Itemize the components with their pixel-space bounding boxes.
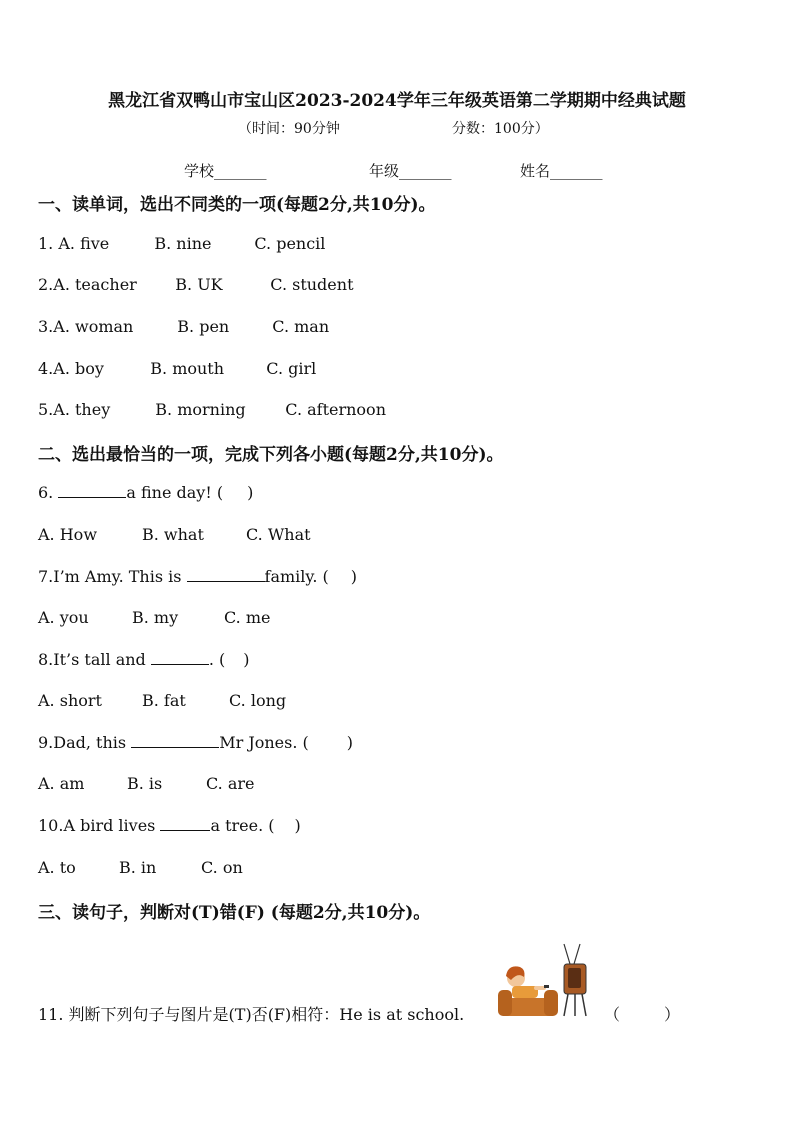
paren-close: ) <box>243 650 250 669</box>
option-b[interactable]: B. what <box>142 525 204 544</box>
answer-paren-open[interactable]: （ <box>604 1005 621 1024</box>
option-b[interactable]: B. is <box>127 774 163 793</box>
name-blank: _______ <box>550 162 603 180</box>
stem-text: 8.It’s tall and <box>38 650 151 669</box>
school-field[interactable] <box>184 160 267 181</box>
question-number: 3. <box>38 317 54 336</box>
question-8-stem <box>38 650 250 669</box>
page-title: 黑龙江省双鸭山市宝山区2023-2024学年三年级英语第二学期期中经典试题 <box>108 91 686 111</box>
question-11-text: 11. 判断下列句子与图片是(T)否(F)相符：He is at school. <box>38 1005 465 1024</box>
grade-field[interactable] <box>369 160 452 181</box>
option-c[interactable]: C. are <box>206 774 255 793</box>
question-1 <box>38 234 325 253</box>
stem-text: 7.I’m Amy. This is <box>38 567 187 586</box>
question-9-options <box>38 774 255 793</box>
option-a[interactable]: A. woman <box>53 317 134 336</box>
option-a[interactable]: A. you <box>38 608 89 627</box>
paren-close: ) <box>247 483 254 502</box>
option-a[interactable]: A. five <box>58 234 110 253</box>
option-c[interactable]: C. afternoon <box>285 400 386 419</box>
option-a[interactable]: A. am <box>38 774 85 793</box>
stem-text: a fine day! ( <box>126 483 224 502</box>
question-9-stem <box>38 733 353 752</box>
option-b[interactable]: B. in <box>119 858 157 877</box>
answer-blank[interactable] <box>151 650 209 665</box>
grade-blank: _______ <box>399 162 452 180</box>
option-c[interactable]: C. on <box>201 858 243 877</box>
option-a[interactable]: A. teacher <box>53 275 137 294</box>
answer-blank[interactable] <box>131 733 219 748</box>
stem-text: . ( <box>208 650 226 669</box>
option-c[interactable]: C. me <box>224 608 271 627</box>
option-b[interactable]: B. pen <box>177 317 230 336</box>
option-c[interactable]: C. long <box>229 691 287 710</box>
option-c[interactable]: C. student <box>270 275 354 294</box>
stem-text: Mr Jones. ( <box>219 733 309 752</box>
option-b[interactable]: B. fat <box>142 691 186 710</box>
answer-blank[interactable] <box>187 567 265 582</box>
question-3 <box>38 317 329 336</box>
option-a[interactable]: A. they <box>53 400 111 419</box>
question-number: 1. <box>38 234 59 253</box>
question-6-stem <box>38 483 253 502</box>
option-a[interactable]: A. How <box>38 525 98 544</box>
question-6-options <box>38 525 311 544</box>
school-blank: _______ <box>214 162 267 180</box>
stem-text: 9.Dad, this <box>38 733 132 752</box>
question-7-options <box>38 608 270 627</box>
option-c[interactable]: C. man <box>272 317 330 336</box>
answer-blank[interactable] <box>160 816 210 831</box>
question-number: 4. <box>38 359 54 378</box>
section1-heading: 一、读单词，选出不同类的一项(每题2分,共10分)。 <box>38 195 436 215</box>
question-7-stem <box>38 567 357 586</box>
option-a[interactable]: A. short <box>38 691 102 710</box>
option-c[interactable]: C. pencil <box>254 234 326 253</box>
option-b[interactable]: B. UK <box>175 275 223 294</box>
question-2 <box>38 275 354 294</box>
question-8-options <box>38 691 286 710</box>
question-10-options <box>38 858 243 877</box>
question-number: 5. <box>38 400 54 419</box>
option-a[interactable]: A. to <box>38 858 76 877</box>
stem-text: family. ( <box>264 567 329 586</box>
option-b[interactable]: B. my <box>132 608 179 627</box>
stem-text: a tree. ( <box>210 816 275 835</box>
section2-heading: 二、选出最恰当的一项，完成下列各小题(每题2分,共10分)。 <box>38 445 504 465</box>
option-c[interactable]: C. What <box>246 525 311 544</box>
stem-text: 10.A bird lives <box>38 816 161 835</box>
question-10-stem <box>38 816 301 835</box>
answer-paren-close: ） <box>664 1005 681 1024</box>
girl-watching-tv-illustration <box>494 940 594 1022</box>
grade-label: 年级 <box>369 162 400 180</box>
option-a[interactable]: A. boy <box>53 359 104 378</box>
option-b[interactable]: B. mouth <box>150 359 225 378</box>
paren-close: ) <box>350 567 357 586</box>
answer-blank[interactable] <box>58 483 126 498</box>
paren-close: ) <box>346 733 354 752</box>
option-c[interactable]: C. girl <box>266 359 317 378</box>
question-number: 2. <box>38 275 54 294</box>
paren-close: ) <box>294 816 301 835</box>
stem-text: 6. <box>38 483 59 502</box>
question-5 <box>38 400 386 419</box>
question-4 <box>38 359 316 378</box>
name-field[interactable] <box>520 160 603 181</box>
option-b[interactable]: B. morning <box>155 400 246 419</box>
school-label: 学校 <box>184 162 215 180</box>
option-b[interactable]: B. nine <box>154 234 212 253</box>
name-label: 姓名 <box>520 162 551 180</box>
exam-time: （时间：90分钟 <box>238 121 340 137</box>
section3-heading: 三、读句子，判断对(T)错(F) (每题2分,共10分)。 <box>38 903 431 923</box>
exam-score: 分数：100分） <box>452 121 549 137</box>
